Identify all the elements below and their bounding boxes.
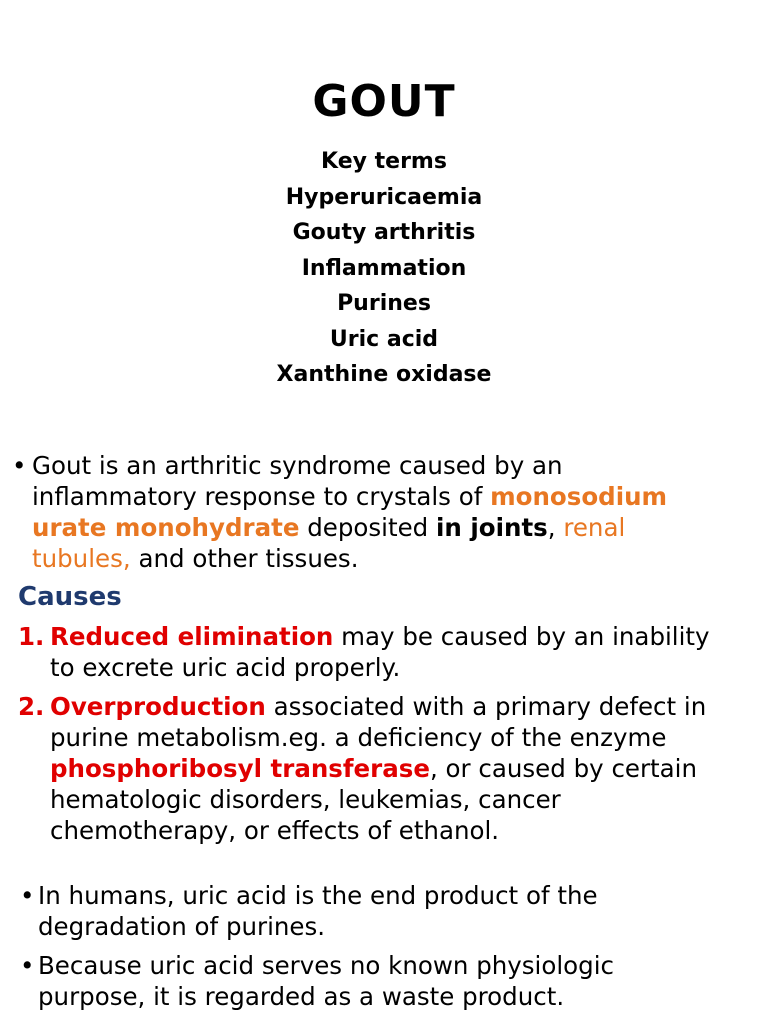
cause-line: phosphoribosyl transferase, or caused by certain	[50, 754, 698, 783]
key-term-item: Xanthine oxidase	[276, 362, 492, 387]
bullet-icon: •	[20, 881, 35, 910]
list-number: 2.	[18, 692, 45, 721]
cause-line: to excrete uric acid properly.	[50, 653, 401, 682]
intro-line: inflammatory response to crystals of monosodium	[32, 482, 668, 511]
emphasis-term: in joints	[436, 513, 548, 542]
key-term-item: Hyperuricaemia	[285, 184, 483, 210]
causes-heading: Causes	[18, 582, 122, 612]
bullet-icon: •	[20, 951, 35, 980]
fact-line: In humans, uric acid is the end product of the	[38, 881, 598, 910]
intro-paragraph	[12, 450, 752, 574]
cause-item	[18, 691, 748, 846]
fact-bullet	[20, 880, 750, 942]
highlight-term: tubules,	[32, 544, 131, 573]
cause-line: Reduced elimination may be caused by an inability	[50, 622, 710, 651]
fact-line: degradation of purines.	[38, 912, 326, 941]
key-terms-heading: Key terms	[321, 149, 447, 174]
intro-line: urate monohydrate deposited in joints, renal	[32, 513, 626, 542]
fact-bullet	[20, 950, 750, 1012]
cause-line: Overproduction associated with a primary defect in	[50, 692, 707, 721]
cause-line: purine metabolism.eg. a deficiency of the enzyme	[50, 723, 667, 752]
key-term-item: Purines	[337, 291, 431, 316]
key-terms-list	[0, 144, 768, 393]
fact-line: purpose, it is regarded as a waste product.	[38, 982, 565, 1011]
cause-line: hematologic disorders, leukemias, cancer	[50, 785, 561, 814]
cause-highlight: phosphoribosyl transferase	[50, 754, 430, 783]
cause-highlight: Overproduction	[50, 692, 266, 721]
highlight-term: urate monohydrate	[32, 513, 300, 542]
key-term-item: Gouty arthritis	[292, 220, 476, 245]
cause-highlight: Reduced elimination	[50, 622, 334, 651]
cause-line: chemotherapy, or effects of ethanol.	[50, 816, 500, 845]
intro-line: Gout is an arthritic syndrome caused by an	[32, 451, 563, 480]
intro-line: tubules, and other tissues.	[32, 544, 359, 573]
cause-item	[18, 621, 748, 683]
highlight-term: monosodium	[490, 482, 668, 511]
key-term-item: Uric acid	[329, 326, 439, 352]
fact-line: Because uric acid serves no known physiologic	[38, 951, 614, 980]
highlight-term: renal	[563, 513, 626, 542]
page-title: GOUT	[312, 76, 456, 127]
key-term-item: Inflammation	[301, 255, 467, 281]
bullet-icon: •	[12, 451, 27, 480]
list-number: 1.	[18, 622, 45, 651]
